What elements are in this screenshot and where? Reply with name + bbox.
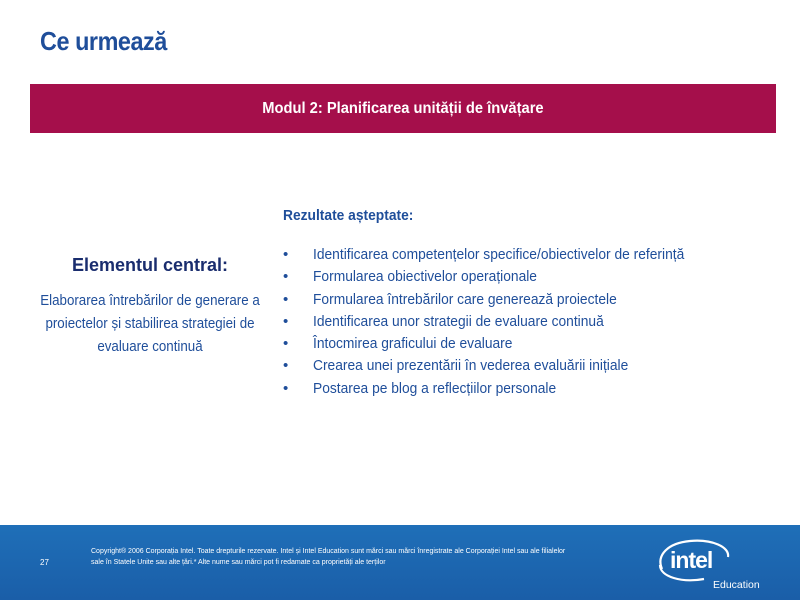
list-item [283,333,783,355]
module-banner-text: Modul 2: Planificarea unității de învățare [262,99,544,117]
copyright-line: sale în Statele Unite sau alte țări.* Alte nume sau mărci pot fi redamate ca proprietăți ale terților [91,559,386,566]
module-banner [30,84,776,133]
list-item-text: Identificarea unor strategii de evaluare continuă [313,312,604,330]
intel-logo-subtitle: Education [713,579,760,591]
central-element-box [30,255,270,359]
intel-logo-icon [656,535,766,595]
expected-results-list [283,244,783,400]
central-element-heading: Elementul central: [71,255,229,275]
copyright-notice [91,546,651,568]
page-number: 27 [40,558,49,567]
list-item-text: Identificarea competențelor specifice/obiectivelor de referință [313,246,685,263]
copyright-line: Copyright® 2006 Corporația Intel. Toate drepturile rezervate. Intel și Intel Education sunt mărci sau mărci înregistrate ale Corporației Intel sau ale filialelor [91,548,566,555]
list-item [283,266,783,288]
list-item-text: Întocmirea graficului de evaluare [313,335,513,353]
expected-results [283,207,783,400]
bullet-icon: • [283,290,289,308]
expected-results-heading: Rezultate așteptate: [283,207,414,224]
list-item-text: Formularea obiectivelor operaționale [313,268,537,286]
list-item-text: Crearea unei prezentării în vederea evaluării inițiale [313,357,629,375]
list-item [283,311,783,333]
list-item [283,289,783,311]
bullet-icon: • [283,246,289,263]
slide-title: Ce urmează [40,26,167,56]
list-item-text: Postarea pe blog a reflecțiilor personale [313,379,557,397]
intel-logo-word: intel [670,547,713,573]
central-element-text: Elaborarea întrebărilor de generare a proiectelor și stabilirea strategiei de evaluare continuă [40,293,260,355]
bullet-icon: • [283,268,289,286]
list-item [283,244,783,266]
list-item [283,355,783,377]
bullet-icon: • [283,312,289,330]
list-item [283,378,783,400]
footer-bar [0,525,800,600]
bullet-icon: • [283,357,289,375]
bullet-icon: • [283,335,289,353]
list-item-text: Formularea întrebărilor care generează proiectele [313,290,617,308]
bullet-icon: • [283,379,289,397]
